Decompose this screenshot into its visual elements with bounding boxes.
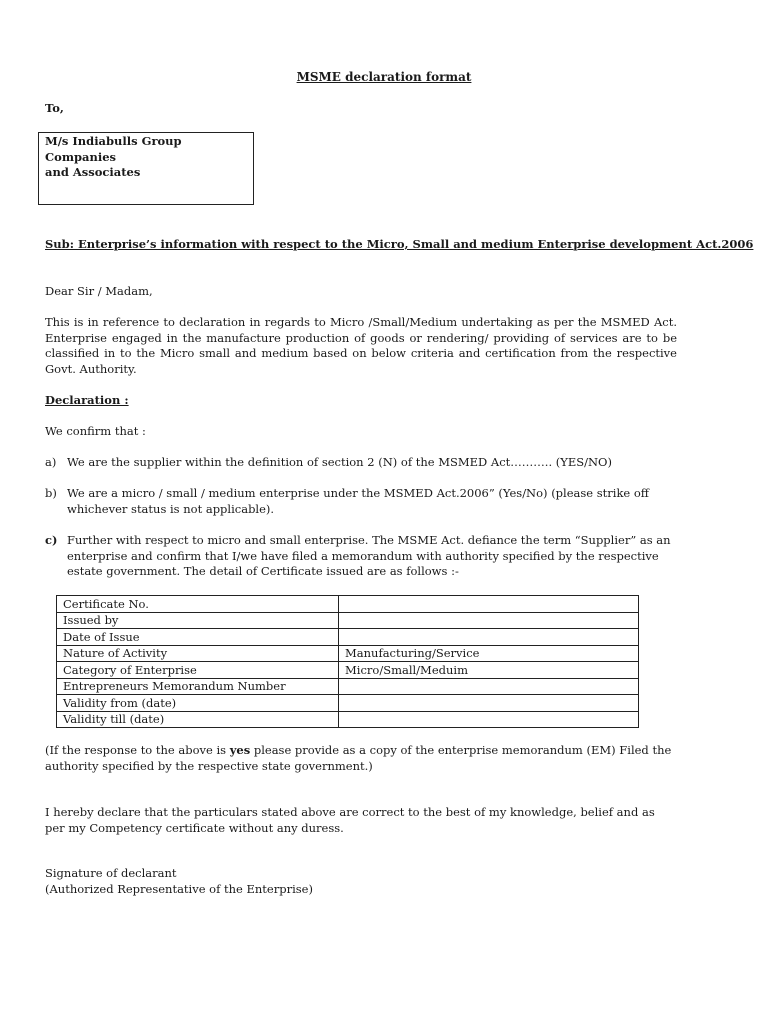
note-text-before: (If the response to the above is (45, 743, 230, 757)
table-cell-label: Issued by (57, 612, 339, 629)
list-marker: b) (45, 486, 57, 500)
signature-line-1: Signature of declarant (45, 866, 177, 880)
subject-line: Sub: Enterprise’s information with respect to the Micro, Small and medium Enterprise development Act.2006 (45, 237, 754, 251)
document-title: MSME declaration format (296, 70, 472, 84)
table-row (57, 629, 639, 646)
table-cell-value (339, 596, 639, 613)
table-cell-label: Entrepreneurs Memorandum Number (57, 678, 339, 695)
table-cell-label: Category of Enterprise (57, 662, 339, 679)
table-row (57, 612, 639, 629)
table-cell-value (339, 629, 639, 646)
certificate-table (56, 595, 639, 728)
to-label: To, (45, 101, 64, 115)
table-cell-value: Micro/Small/Meduim (339, 662, 639, 679)
list-marker: c) (45, 533, 58, 547)
addressee-line-1: M/s Indiabulls Group Companies (45, 134, 182, 164)
em-note (45, 743, 677, 774)
table-row (57, 596, 639, 613)
table-cell-value (339, 695, 639, 712)
table-row (57, 711, 639, 728)
list-item-text: We are a micro / small / medium enterprise under the MSMED Act.2006” (Yes/No) (please strike off whichever status is not applicable). (67, 486, 649, 516)
note-text-bold: yes (229, 743, 251, 757)
table-row (57, 645, 639, 662)
table-cell-value: Manufacturing/Service (339, 645, 639, 662)
table-cell-label: Date of Issue (57, 629, 339, 646)
declaration-heading: Declaration : (45, 393, 129, 407)
table-cell-label: Certificate No. (57, 596, 339, 613)
note-text-after: please provide as a copy of the enterprise memorandum (EM) Filed the authority specified by the respective state government.) (45, 743, 672, 773)
list-marker: a) (45, 455, 57, 469)
list-item-text: Further with respect to micro and small enterprise. The MSME Act. defiance the term “Supplier” as an enterprise and confirm that I/we have filed a memorandum with authority specified by the respective estate government. The detail of Certificate issued are as follows :- (67, 533, 671, 578)
table-cell-value (339, 678, 639, 695)
table-cell-label: Validity from (date) (57, 695, 339, 712)
final-declaration: I hereby declare that the particulars stated above are correct to the best of my knowledge, belief and as per my Competency certificate without any duress. (45, 805, 655, 835)
table-cell-value (339, 711, 639, 728)
signature-line-2: (Authorized Representative of the Enterprise) (45, 881, 313, 896)
greeting: Dear Sir / Madam, (45, 284, 153, 298)
list-item-text: We are the supplier within the definition of section 2 (N) of the MSMED Act……….. (YES/NO) (67, 455, 612, 469)
table-row (57, 678, 639, 695)
confirm-text: We confirm that : (45, 424, 146, 438)
table-cell-label: Nature of Activity (57, 645, 339, 662)
addressee-line-2: and Associates (45, 165, 141, 179)
table-cell-value (339, 612, 639, 629)
signature-block (45, 866, 313, 897)
table-row (57, 695, 639, 712)
addressee-box (38, 132, 254, 205)
table-row (57, 662, 639, 679)
intro-paragraph: This is in reference to declaration in regards to Micro /Small/Medium undertaking as per the MSMED Act. Enterprise engaged in the manufacture production of goods or rendering/ providing of services are to be classified in to the Micro small and medium based on below criteria and certification from the respective Govt. Authority. (45, 315, 677, 376)
table-cell-label: Validity till (date) (57, 711, 339, 728)
